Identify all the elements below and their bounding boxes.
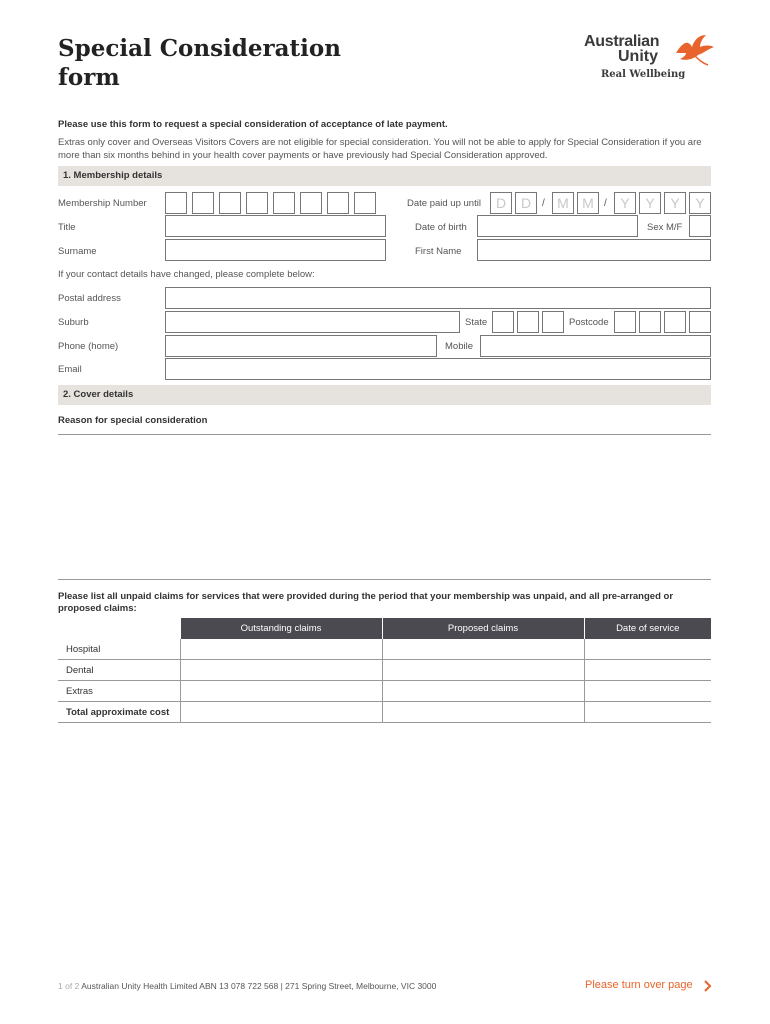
email-field[interactable] [165, 358, 711, 380]
phone-home-field[interactable] [165, 335, 437, 357]
australian-unity-logo [584, 33, 719, 85]
table-row [58, 639, 711, 660]
date-of-birth-label: Date of birth [415, 222, 467, 233]
claims-header-row [58, 618, 711, 639]
unpaid-claims-question: Please list all unpaid claims for services that were provided during the period that your membership was unpaid, and all pre-arranged or proposed claims: [58, 591, 674, 614]
dental-proposed-cell[interactable] [382, 660, 584, 681]
membership-number-label: Membership Number [58, 198, 147, 209]
total-proposed-cell[interactable] [382, 702, 584, 723]
membership-digit-box[interactable] [273, 192, 295, 214]
total-date-cell[interactable] [584, 702, 711, 723]
hospital-proposed-cell[interactable] [382, 639, 584, 660]
sex-field[interactable] [689, 215, 711, 237]
table-row [58, 681, 711, 702]
postcode-label: Postcode [569, 317, 609, 328]
extras-outstanding-cell[interactable] [180, 681, 382, 702]
postcode-box[interactable] [639, 311, 661, 333]
turn-over-notice: Please turn over page [585, 979, 693, 991]
sex-label: Sex M/F [647, 222, 683, 233]
intro-instruction: Please use this form to request a special consideration of acceptance of late payment. [58, 119, 448, 130]
mobile-field[interactable] [480, 335, 711, 357]
membership-digit-box[interactable] [327, 192, 349, 214]
date-paid-year-box[interactable]: Y [639, 192, 661, 214]
postcode-box[interactable] [664, 311, 686, 333]
postcode-box[interactable] [614, 311, 636, 333]
bird-logo-icon [672, 33, 716, 67]
state-box[interactable] [542, 311, 564, 333]
phone-home-label: Phone (home) [58, 341, 119, 352]
extras-proposed-cell[interactable] [382, 681, 584, 702]
postal-address-label: Postal address [58, 293, 121, 304]
dental-outstanding-cell[interactable] [180, 660, 382, 681]
table-row [58, 702, 711, 723]
suburb-field[interactable] [165, 311, 460, 333]
title-line-2: form [58, 64, 120, 91]
date-paid-year-box[interactable]: Y [689, 192, 711, 214]
title-field[interactable] [165, 215, 386, 237]
date-paid-year-box[interactable]: Y [664, 192, 686, 214]
date-of-birth-field[interactable] [477, 215, 638, 237]
membership-digit-box[interactable] [219, 192, 241, 214]
logo-tagline: Real Wellbeing [601, 69, 686, 80]
membership-digit-box[interactable] [354, 192, 376, 214]
logo-text-australian: Australian [584, 33, 660, 50]
total-outstanding-cell[interactable] [180, 702, 382, 723]
claims-table [58, 618, 711, 723]
postcode-box[interactable] [689, 311, 711, 333]
reason-label: Reason for special consideration [58, 415, 208, 426]
col-proposed-claims: Proposed claims [382, 618, 584, 639]
state-box[interactable] [517, 311, 539, 333]
date-separator: / [604, 198, 607, 209]
surname-label: Surname [58, 246, 97, 257]
title-line-1: Special Consideration [58, 35, 341, 62]
surname-field[interactable] [165, 239, 386, 261]
email-label: Email [58, 364, 82, 375]
row-label-total: Total approximate cost [58, 702, 180, 723]
page-title [58, 34, 341, 92]
reason-text-area[interactable] [58, 436, 711, 578]
hospital-date-cell[interactable] [584, 639, 711, 660]
col-outstanding-claims: Outstanding claims [180, 618, 382, 639]
hospital-outstanding-cell[interactable] [180, 639, 382, 660]
extras-date-cell[interactable] [584, 681, 711, 702]
table-row [58, 660, 711, 681]
membership-digit-box[interactable] [165, 192, 187, 214]
footer-info [58, 981, 436, 991]
membership-digit-box[interactable] [300, 192, 322, 214]
col-date-of-service: Date of service [584, 618, 711, 639]
row-label-extras: Extras [58, 681, 180, 702]
date-paid-day-box[interactable]: D [515, 192, 537, 214]
reason-top-rule [58, 434, 711, 435]
reason-bottom-rule [58, 579, 711, 580]
logo-text-unity: Unity [618, 48, 658, 65]
first-name-label: First Name [415, 246, 462, 257]
claims-header-blank [58, 618, 180, 639]
row-label-dental: Dental [58, 660, 180, 681]
company-details: Australian Unity Health Limited ABN 13 078 722 568 | 271 Spring Street, Melbourne, VIC 3000 [81, 981, 437, 991]
membership-digit-box[interactable] [192, 192, 214, 214]
state-label: State [465, 317, 488, 328]
date-paid-day-box[interactable]: D [490, 192, 512, 214]
date-paid-year-box[interactable]: Y [614, 192, 636, 214]
suburb-label: Suburb [58, 317, 89, 328]
section-membership-heading: 1. Membership details [58, 166, 711, 186]
date-paid-label: Date paid up until [407, 198, 481, 209]
date-paid-month-box[interactable]: M [552, 192, 574, 214]
date-paid-month-box[interactable]: M [577, 192, 599, 214]
postal-address-field[interactable] [165, 287, 711, 309]
mobile-label: Mobile [445, 341, 473, 352]
date-separator: / [542, 198, 545, 209]
membership-digit-box[interactable] [246, 192, 268, 214]
row-label-hospital: Hospital [58, 639, 180, 660]
dental-date-cell[interactable] [584, 660, 711, 681]
section-cover-heading: 2. Cover details [58, 385, 711, 405]
intro-eligibility-note: Extras only cover and Overseas Visitors Covers are not eligible for special consideration. You will not be able to apply for Special Consideration if you are more than six months behind in your health cover payments or have previously had Special Consideration approved. [58, 137, 702, 161]
title-label: Title [58, 222, 76, 233]
first-name-field[interactable] [477, 239, 711, 261]
state-box[interactable] [492, 311, 514, 333]
chevron-right-icon [703, 979, 713, 993]
page-number: 1 of 2 [58, 981, 80, 991]
contact-change-note: If your contact details have changed, please complete below: [58, 269, 315, 280]
